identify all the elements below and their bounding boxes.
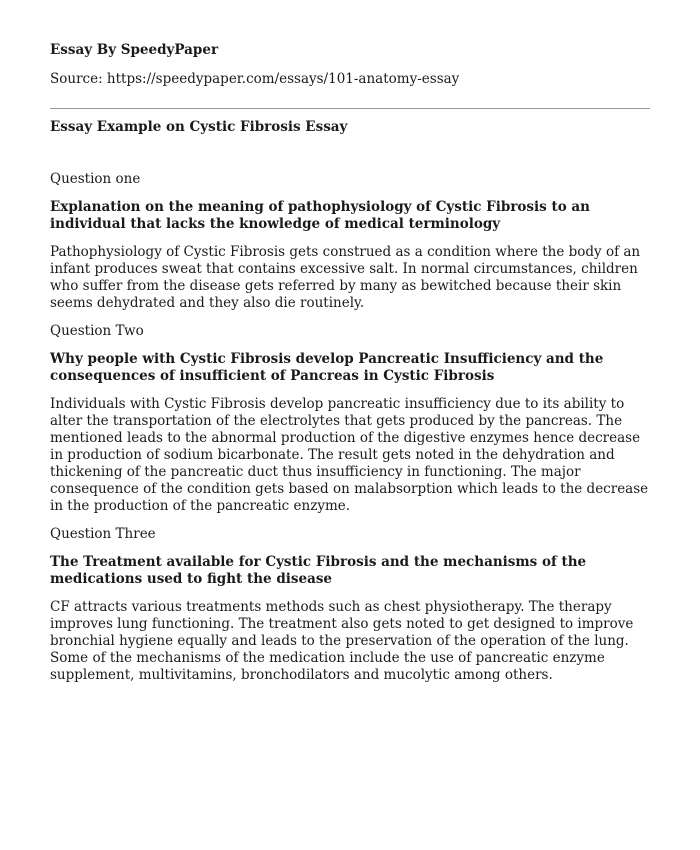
essay-content — [50, 119, 650, 695]
answer-paragraph: Pathophysiology of Cystic Fibrosis gets construed as a condition where the body of an infant produces sweat that contains excessive salt. In normal circumstances, children who suffer from the disease gets referred by many as bewitched because their skin seems dehydrated and they also die routinely. — [50, 244, 641, 311]
question-heading: Explanation on the meaning of pathophysiology of Cystic Fibrosis to an individual that lacks the knowledge of medical terminology — [50, 199, 590, 232]
essay-title: Essay Example on Cystic Fibrosis Essay — [50, 119, 348, 135]
question-heading: Why people with Cystic Fibrosis develop Pancreatic Insufficiency and the consequences of insufficient of Pancreas in Cystic Fibrosis — [50, 351, 604, 384]
brand-title: Essay By SpeedyPaper — [50, 42, 219, 58]
question-label: Question one — [50, 171, 141, 187]
question-heading: The Treatment available for Cystic Fibrosis and the mechanisms of the medications used to fight the disease — [50, 554, 587, 587]
question-label: Question Two — [50, 323, 144, 339]
section-question-three — [50, 526, 650, 684]
source-line: Source: https://speedypaper.com/essays/101-anatomy-essay — [50, 71, 460, 87]
question-label: Question Three — [50, 526, 156, 542]
answer-paragraph: Individuals with Cystic Fibrosis develop pancreatic insufficiency due to its ability to alter the transportation of the electrolytes that gets produced by the pancreas. The mentioned leads to the abnormal production of the digestive enzymes hence decrease in production of sodium bicarbonate. The result gets noted in the dehydration and thickening of the pancreatic duct thus insufficiency in functioning. The major consequence of the condition gets based on malabsorption which leads to the decrease in the production of the pancreatic enzyme. — [50, 396, 649, 514]
answer-paragraph: CF attracts various treatments methods such as chest physiotherapy. The therapy improves lung functioning. The treatment also gets noted to get designed to improve bronchial hygiene equally and leads to the preservation of the operation of the lung. Some of the mechanisms of the medication include the use of pancreatic enzyme supplement, multivitamins, bronchodilators and mucolytic among others. — [50, 599, 634, 683]
header-divider — [50, 108, 650, 109]
section-question-one — [50, 171, 650, 312]
section-question-two — [50, 323, 650, 515]
